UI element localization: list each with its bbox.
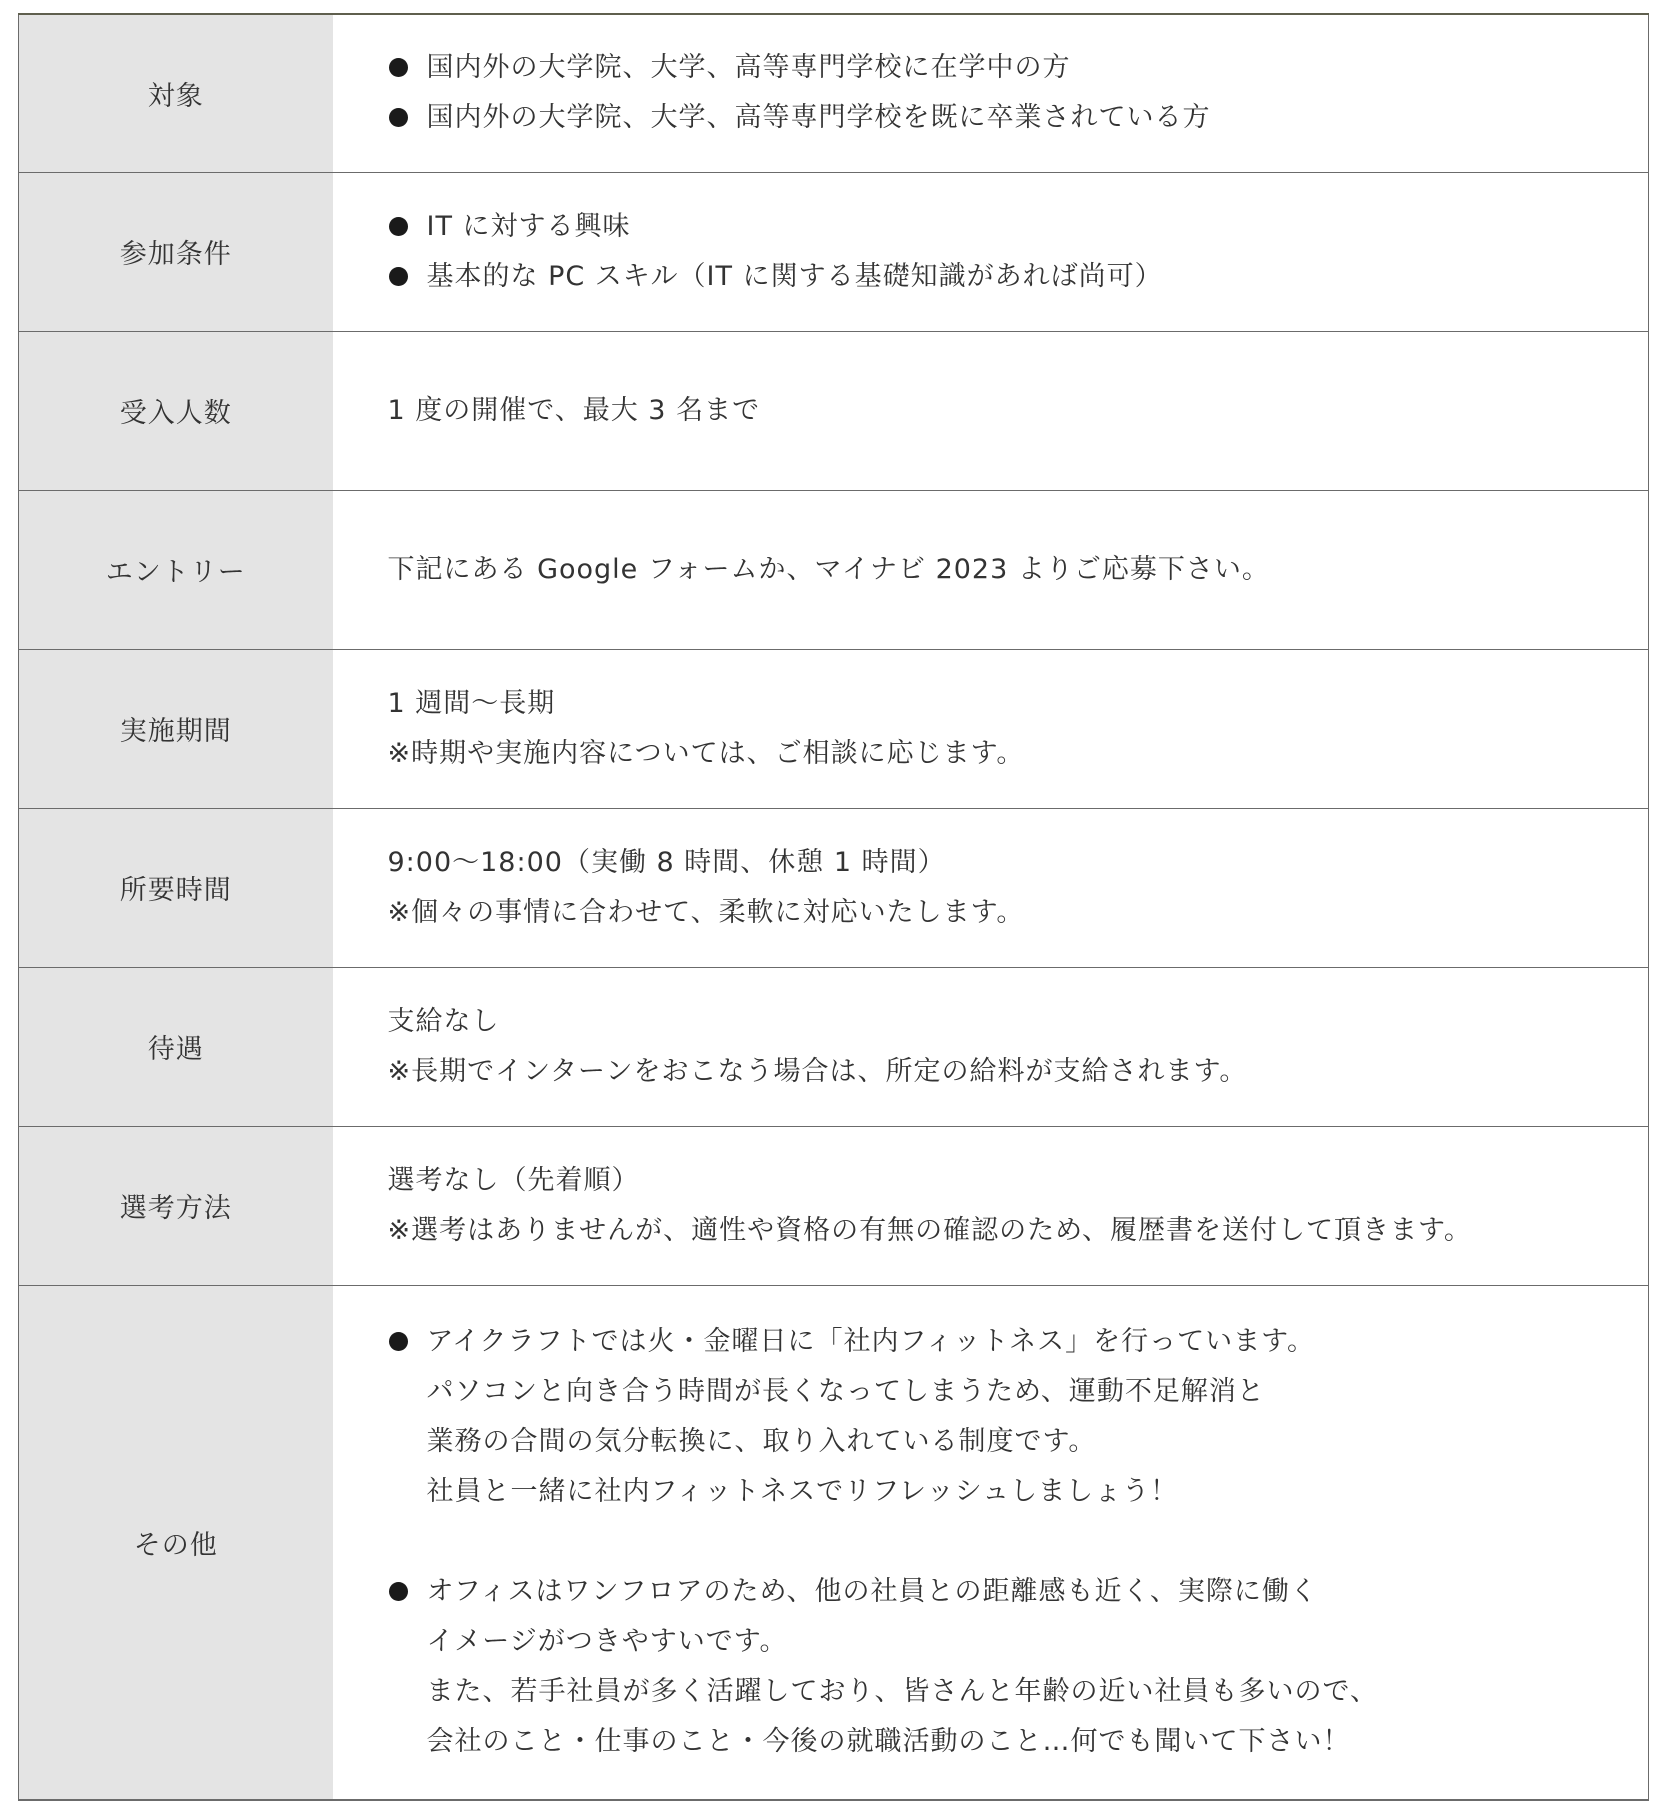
bullet-icon [389,217,408,236]
row-label: 参加条件 [19,172,333,331]
list-item: 国内外の大学院、大学、高等専門学校に在学中の方 [388,43,1649,93]
content-line: 1 度の開催で、最大 3 名まで [387,394,761,426]
bullet-icon [389,1332,408,1351]
list-item: 国内外の大学院、大学、高等専門学校を既に卒業されている方 [388,93,1649,143]
row-other [19,1285,1649,1800]
content-line: 1 週間～長期 [387,687,556,719]
list-item: 基本的な PC スキル（IT に関する基礎知識があれば尚可） [388,252,1649,302]
row-hours [19,808,1649,967]
row-content [388,490,1649,649]
row-label: 待遇 [19,967,333,1126]
content-line: 9:00～18:00（実働 8 時間、休憩 1 時間） [387,846,946,878]
row-label: 対象 [19,14,333,172]
row-compensation [19,967,1649,1126]
bullet-icon [389,1582,408,1601]
row-label: 選考方法 [19,1126,333,1285]
row-content [388,1285,1649,1800]
row-content [388,331,1649,490]
row-content [388,808,1649,967]
internship-info-table [18,13,1649,1801]
row-content [388,967,1649,1126]
content-line: ※個々の事情に合わせて、柔軟に対応いたします。 [387,896,1025,928]
row-period [19,649,1649,808]
row-content [388,14,1649,172]
bullet-icon [389,58,408,77]
bullet-icon [389,267,408,286]
row-target [19,14,1649,172]
content-line: ※時期や実施内容については、ご相談に応じます。 [387,737,1025,769]
list-item: オフィスはワンフロアのため、他の社員との距離感も近く、実際に働く イメージがつきやすいです。 また、若手社員が多く活躍しており、皆さんと年齢の近い社員も多いので、 会社のこと・仕事のこと・今後の就職活動のこと…何でも聞いて下さい！ [388,1567,1649,1767]
list-item: アイクラフトでは火・金曜日に「社内フィットネス」を行っています。 パソコンと向き合う時間が長くなってしまうため、運動不足解消と 業務の合間の気分転換に、取り入れている制度です。 社員と一緒に社内フィットネスでリフレッシュしましょう！ [388,1317,1649,1517]
list-item: IT に対する興味 [388,202,1649,252]
row-entry [19,490,1649,649]
row-label: 受入人数 [19,331,333,490]
content-line: 下記にある Google フォームか、マイナビ 2023 よりご応募下さい。 [387,553,1270,585]
row-capacity [19,331,1649,490]
bullet-icon [389,108,408,127]
content-line: 選考なし（先着順） [387,1164,640,1196]
row-content [388,649,1649,808]
row-label: 実施期間 [19,649,333,808]
row-label: その他 [19,1285,333,1800]
row-conditions [19,172,1649,331]
row-label: 所要時間 [19,808,333,967]
content-line: 支給なし [387,1005,500,1037]
row-content [388,1126,1649,1285]
row-content [388,172,1649,331]
content-line: ※選考はありませんが、適性や資格の有無の確認のため、履歴書を送付して頂きます。 [387,1214,1472,1246]
row-label: エントリー [19,490,333,649]
content-line: ※長期でインターンをおこなう場合は、所定の給料が支給されます。 [387,1055,1248,1087]
row-selection [19,1126,1649,1285]
